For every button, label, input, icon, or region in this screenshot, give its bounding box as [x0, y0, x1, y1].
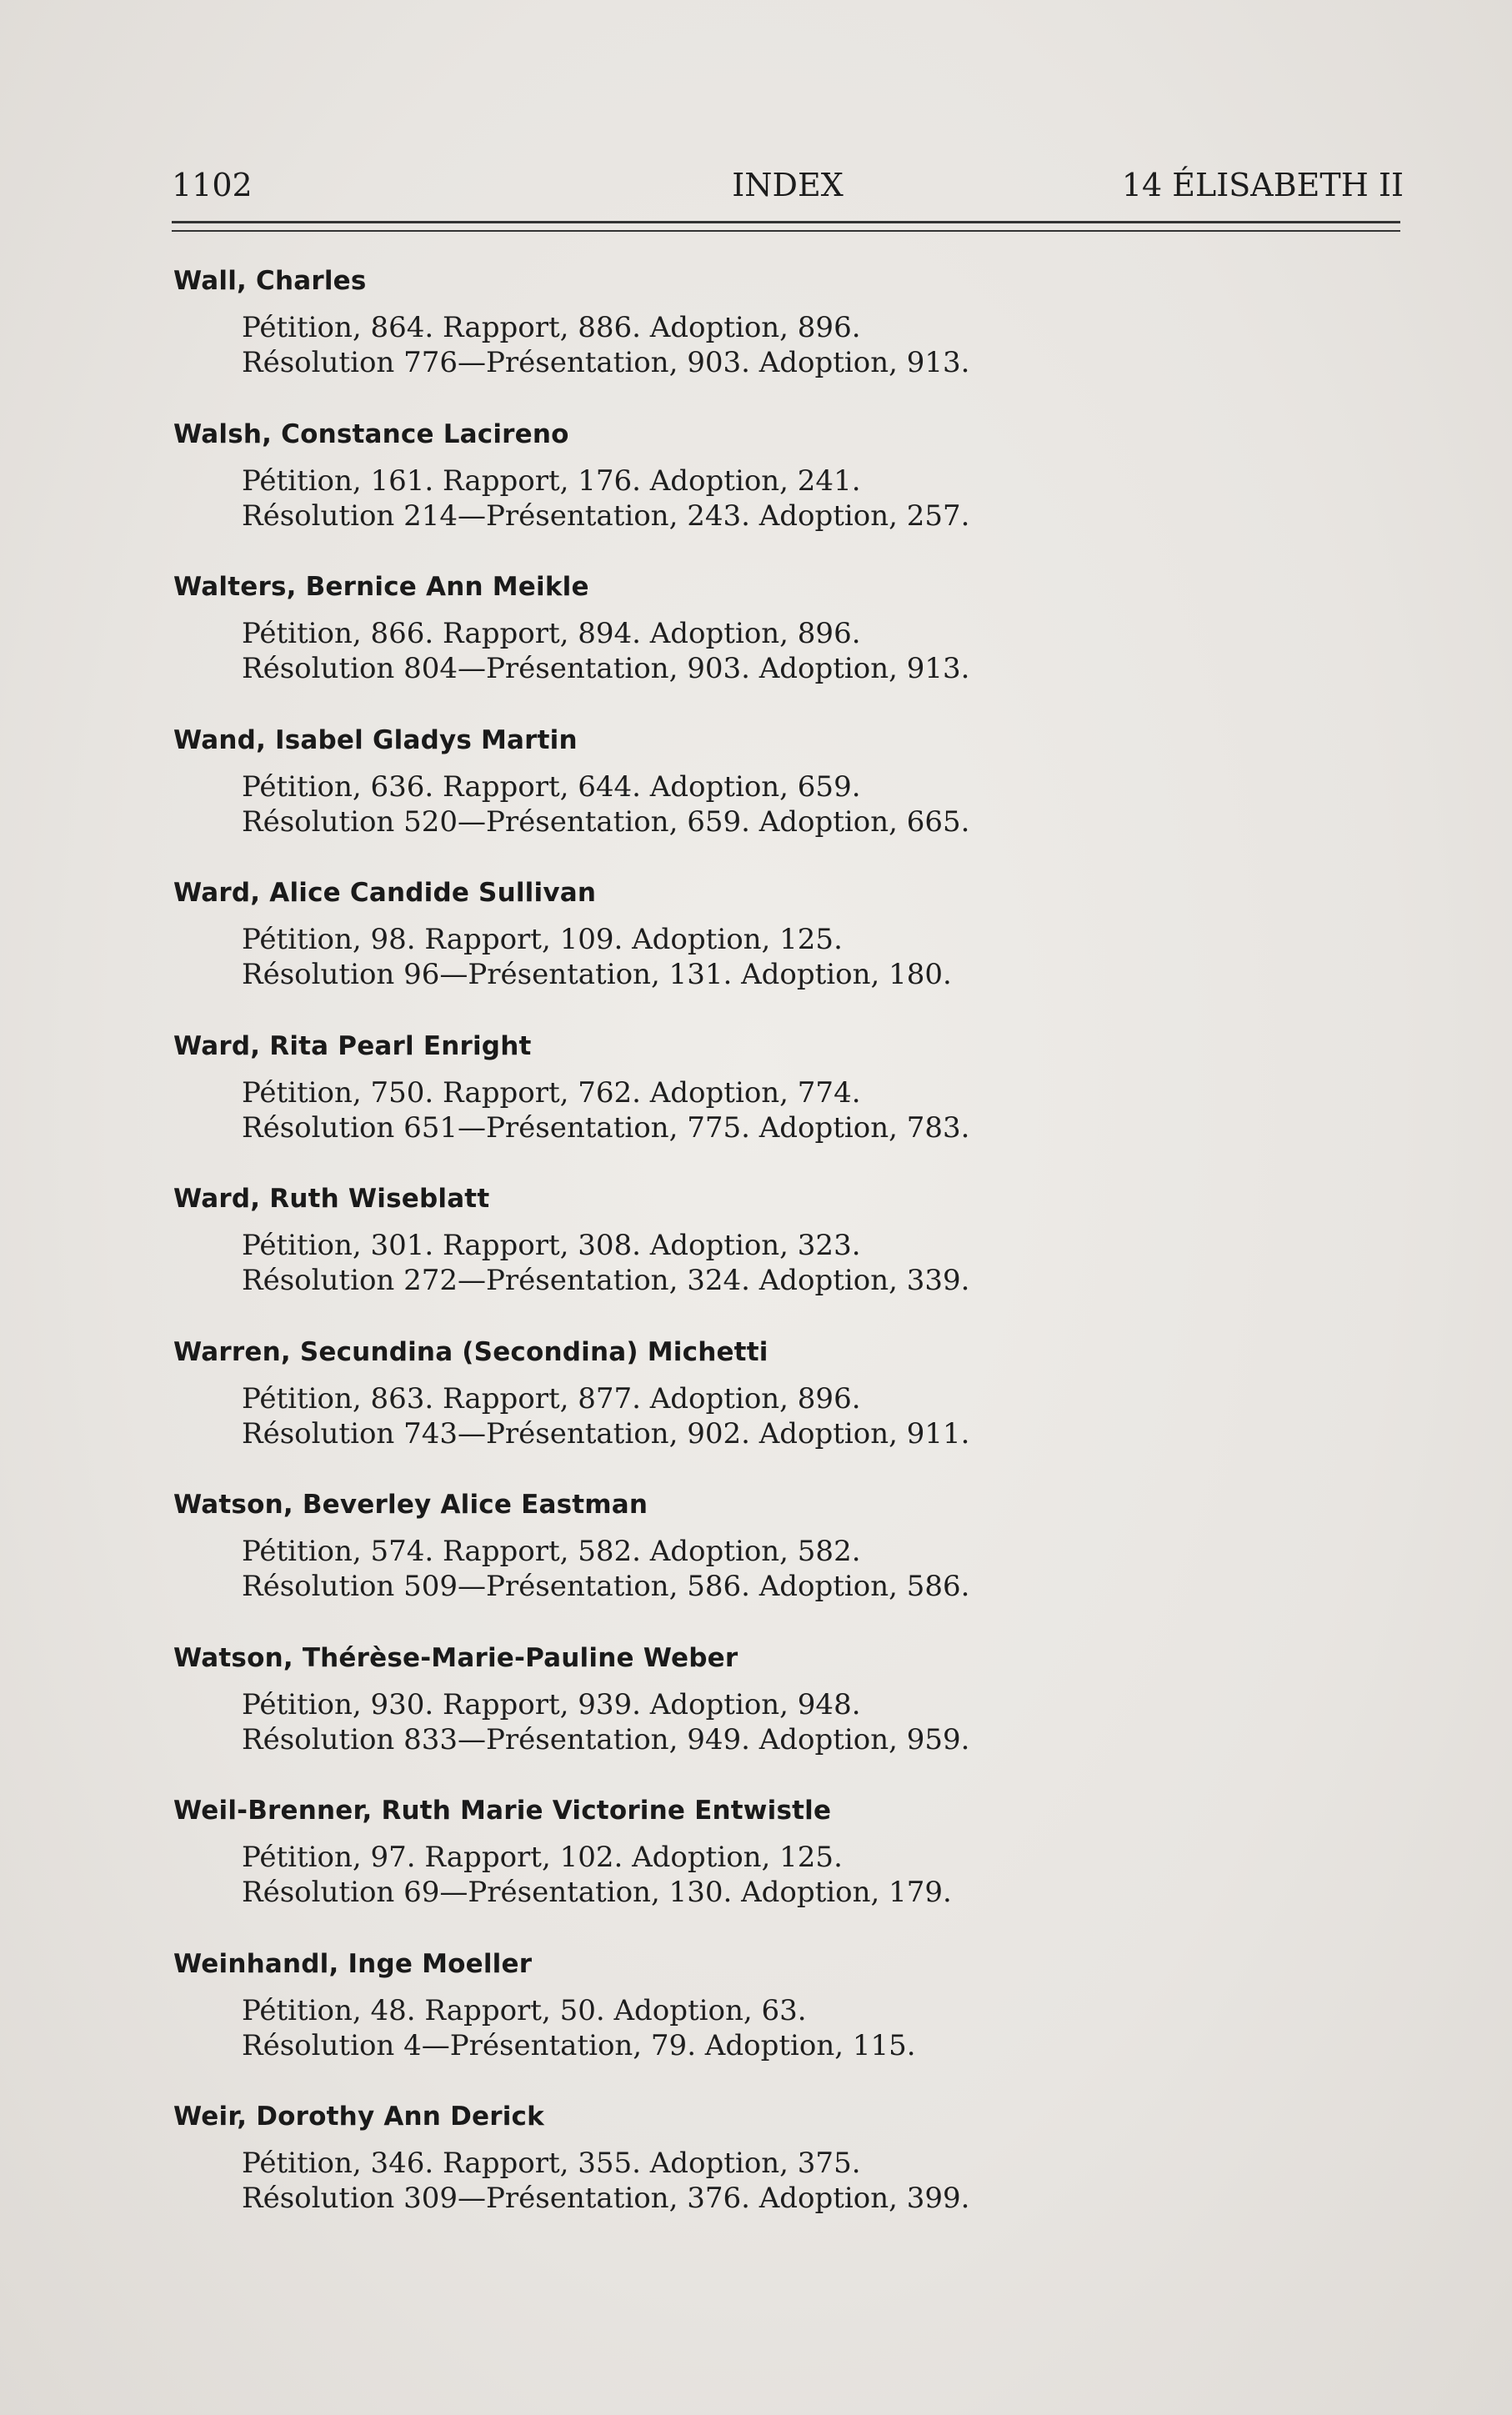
entry-name: Ward, Alice Candide Sullivan: [173, 878, 597, 908]
entry-resolution-line: Résolution 4—Présentation, 79. Adoption, 115.: [242, 2028, 916, 2062]
entry-name: Walters, Bernice Ann Meikle: [173, 572, 589, 602]
entry-petition-line: Pétition, 98. Rapport, 109. Adoption, 125.: [242, 923, 843, 956]
index-entries: [173, 263, 1390, 2252]
entry-resolution-line: Résolution 69—Présentation, 130. Adoption, 179.: [242, 1876, 952, 1909]
entry-name: Weil-Brenner, Ruth Marie Victorine Entwistle: [173, 1796, 832, 1826]
page-header: [172, 167, 1404, 208]
entry-name: Wand, Isabel Gladys Martin: [173, 724, 578, 755]
index-entry: [173, 417, 1390, 570]
entry-name: Weinhandl, Inge Moeller: [173, 1948, 533, 1979]
entry-name: Wall, Charles: [173, 266, 367, 296]
entry-resolution-line: Résolution 776—Présentation, 903. Adoption, 913.: [242, 346, 970, 379]
index-entry: [173, 569, 1390, 723]
entry-petition-line: Pétition, 301. Rapport, 308. Adoption, 323.: [242, 1229, 861, 1262]
entry-name: Ward, Rita Pearl Enright: [173, 1030, 532, 1061]
entry-petition-line: Pétition, 750. Rapport, 762. Adoption, 774.: [242, 1075, 861, 1110]
entry-resolution-line: Résolution 96—Présentation, 131. Adoption, 180.: [242, 958, 952, 991]
entry-petition-line: Pétition, 864. Rapport, 886. Adoption, 896.: [242, 311, 861, 344]
index-entry: [173, 1029, 1390, 1182]
index-entry: [173, 1181, 1390, 1335]
entry-name: Watson, Thérèse-Marie-Pauline Weber: [173, 1642, 738, 1673]
entry-resolution-line: Résolution 833—Présentation, 949. Adoption, 959.: [242, 1722, 970, 1756]
entry-name: Walsh, Constance Lacireno: [173, 418, 569, 449]
entry-petition-line: Pétition, 636. Rapport, 644. Adoption, 659.: [242, 769, 861, 804]
entry-petition-line: Pétition, 346. Rapport, 355. Adoption, 375.: [242, 2147, 861, 2180]
index-entry: [173, 1335, 1390, 1488]
entry-name: Weir, Dorothy Ann Derick: [173, 2102, 544, 2132]
index-entry: [173, 1641, 1390, 1794]
entry-petition-line: Pétition, 863. Rapport, 877. Adoption, 896.: [242, 1381, 861, 1415]
entry-petition-line: Pétition, 161. Rapport, 176. Adoption, 241.: [242, 463, 861, 498]
header-rule-bottom: [172, 230, 1400, 232]
index-entry: [173, 2099, 1390, 2252]
index-entry: [173, 723, 1390, 876]
index-entry: [173, 263, 1390, 417]
entry-petition-line: Pétition, 97. Rapport, 102. Adoption, 125.: [242, 1841, 843, 1874]
entry-petition-line: Pétition, 930. Rapport, 939. Adoption, 948.: [242, 1687, 861, 1721]
header-volume: 14 ÉLISABETH II: [1121, 167, 1404, 203]
entry-name: Ward, Ruth Wiseblatt: [173, 1184, 490, 1214]
entry-name: Warren, Secundina (Secondina) Michetti: [173, 1336, 769, 1367]
index-entry: [173, 875, 1390, 1029]
entry-resolution-line: Résolution 651—Présentation, 775. Adoption, 783.: [242, 1110, 970, 1145]
entry-name: Watson, Beverley Alice Eastman: [173, 1490, 648, 1520]
page-number: 1102: [172, 167, 253, 203]
entry-resolution-line: Résolution 804—Présentation, 903. Adoption, 913.: [242, 652, 970, 685]
entry-resolution-line: Résolution 309—Présentation, 376. Adoption, 399.: [242, 2182, 970, 2215]
entry-resolution-line: Résolution 214—Présentation, 243. Adoption, 257.: [242, 499, 970, 533]
entry-resolution-line: Résolution 520—Présentation, 659. Adoption, 665.: [242, 804, 970, 839]
entry-resolution-line: Résolution 272—Présentation, 324. Adoption, 339.: [242, 1264, 970, 1297]
index-entry: [173, 1793, 1390, 1947]
entry-resolution-line: Résolution 743—Présentation, 902. Adoption, 911.: [242, 1416, 970, 1451]
index-entry: [173, 1487, 1390, 1641]
index-entry: [173, 1947, 1390, 2100]
entry-petition-line: Pétition, 48. Rapport, 50. Adoption, 63.: [242, 1993, 807, 2027]
entry-resolution-line: Résolution 509—Présentation, 586. Adoption, 586.: [242, 1570, 970, 1603]
entry-petition-line: Pétition, 574. Rapport, 582. Adoption, 582.: [242, 1535, 861, 1568]
header-rule-top: [172, 221, 1400, 223]
entry-petition-line: Pétition, 866. Rapport, 894. Adoption, 896.: [242, 617, 861, 650]
header-title: INDEX: [732, 167, 844, 203]
